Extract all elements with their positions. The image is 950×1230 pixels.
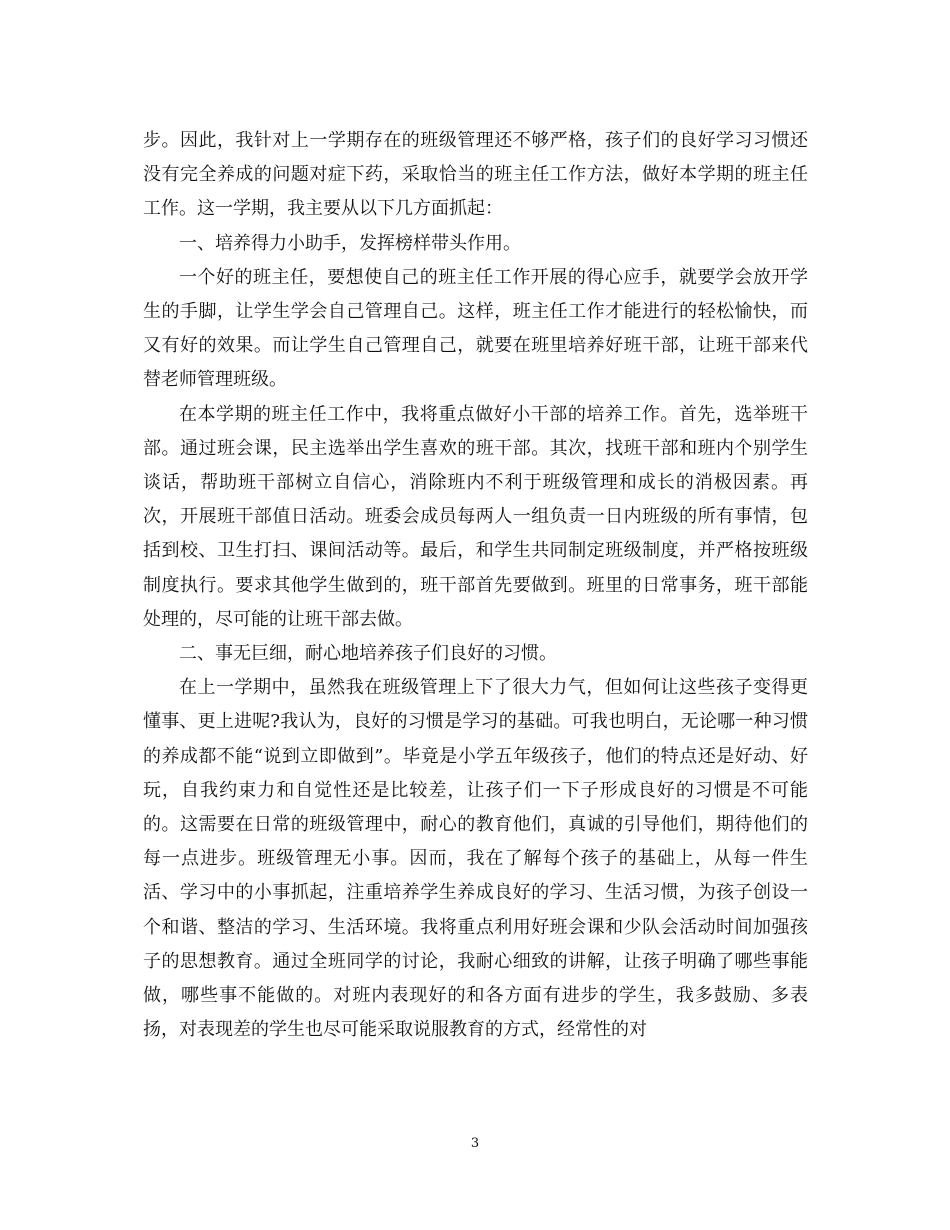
paragraph: 在本学期的班主任工作中，我将重点做好小干部的培养工作。首先，选举班干部。通过班会课，民主选举出学生喜欢的班干部。其次，找班干部和班内个别学生谈话，帮助班干部树立自信心，消除班内不利于班级管理和成长的消极因素。再次，开展班干部值日活动。班委会成员每两人一组负责一日内班级的所有事情，包括到校、卫生打扫、课间活动等。最后，和学生共同制定班级制度，并严格按班级制度执行。要求其他学生做到的，班干部首先要做到。班里的日常事务，班干部能处理的，尽可能的让班干部去做。 — [143, 403, 808, 630]
page-number: 3 — [470, 1136, 480, 1151]
paragraph: 在上一学期中，虽然我在班级管理上下了很大力气，但如何让这些孩子变得更懂事、更上进呢?我认为，良好的习惯是学习的基础。可我也明白，无论哪一种习惯的养成都不能“说到立即做到”。毕竟是小学五年级孩子，他们的特点还是好动、好玩，自我约束力和自觉性还是比较差，让孩子们一下子形成良好的习惯是不可能的。这需要在日常的班级管理中，耐心的教育他们，真诚的引导他们，期待他们的每一点进步。班级管理无小事。因而，我在了解每个孩子的基础上，从每一件生活、学习中的小事抓起，注重培养学生养成良好的学习、生活习惯，为孩子创设一个和谐、整洁的学习、生活环境。我将重点利用好班会课和少队会活动时间加强孩子的思想教育。通过全班同学的讨论，我耐心细致的讲解，让孩子明确了哪些事能做，哪些事不能做的。对班内表现好的和各方面有进步的学生，我多鼓励、多表扬，对表现差的学生也尽可能采取说服教育的方式，经常性的对 — [143, 677, 808, 1041]
section-heading-2: 二、事无巨细，耐心地培养孩子们良好的习惯。 — [179, 643, 557, 665]
paragraph: 一个好的班主任，要想使自己的班主任工作开展的得心应手，就要学会放开学生的手脚，让学生学会自己管理自己。这样，班主任工作才能进行的轻松愉快，而又有好的效果。而让学生自己管理自己，就要在班里培养好班干部，让班干部来代替老师管理班级。 — [143, 266, 808, 391]
document-body — [143, 124, 808, 1047]
section-heading-1: 一、培养得力小助手，发挥榜样带头作用。 — [179, 232, 521, 254]
paragraph-continuation: 步。因此，我针对上一学期存在的班级管理还不够严格，孩子们的良好学习习惯还没有完全养成的问题对症下药，采取恰当的班主任工作方法，做好本学期的班主任工作。这一学期，我主要从以下几方面抓起： — [143, 130, 808, 220]
